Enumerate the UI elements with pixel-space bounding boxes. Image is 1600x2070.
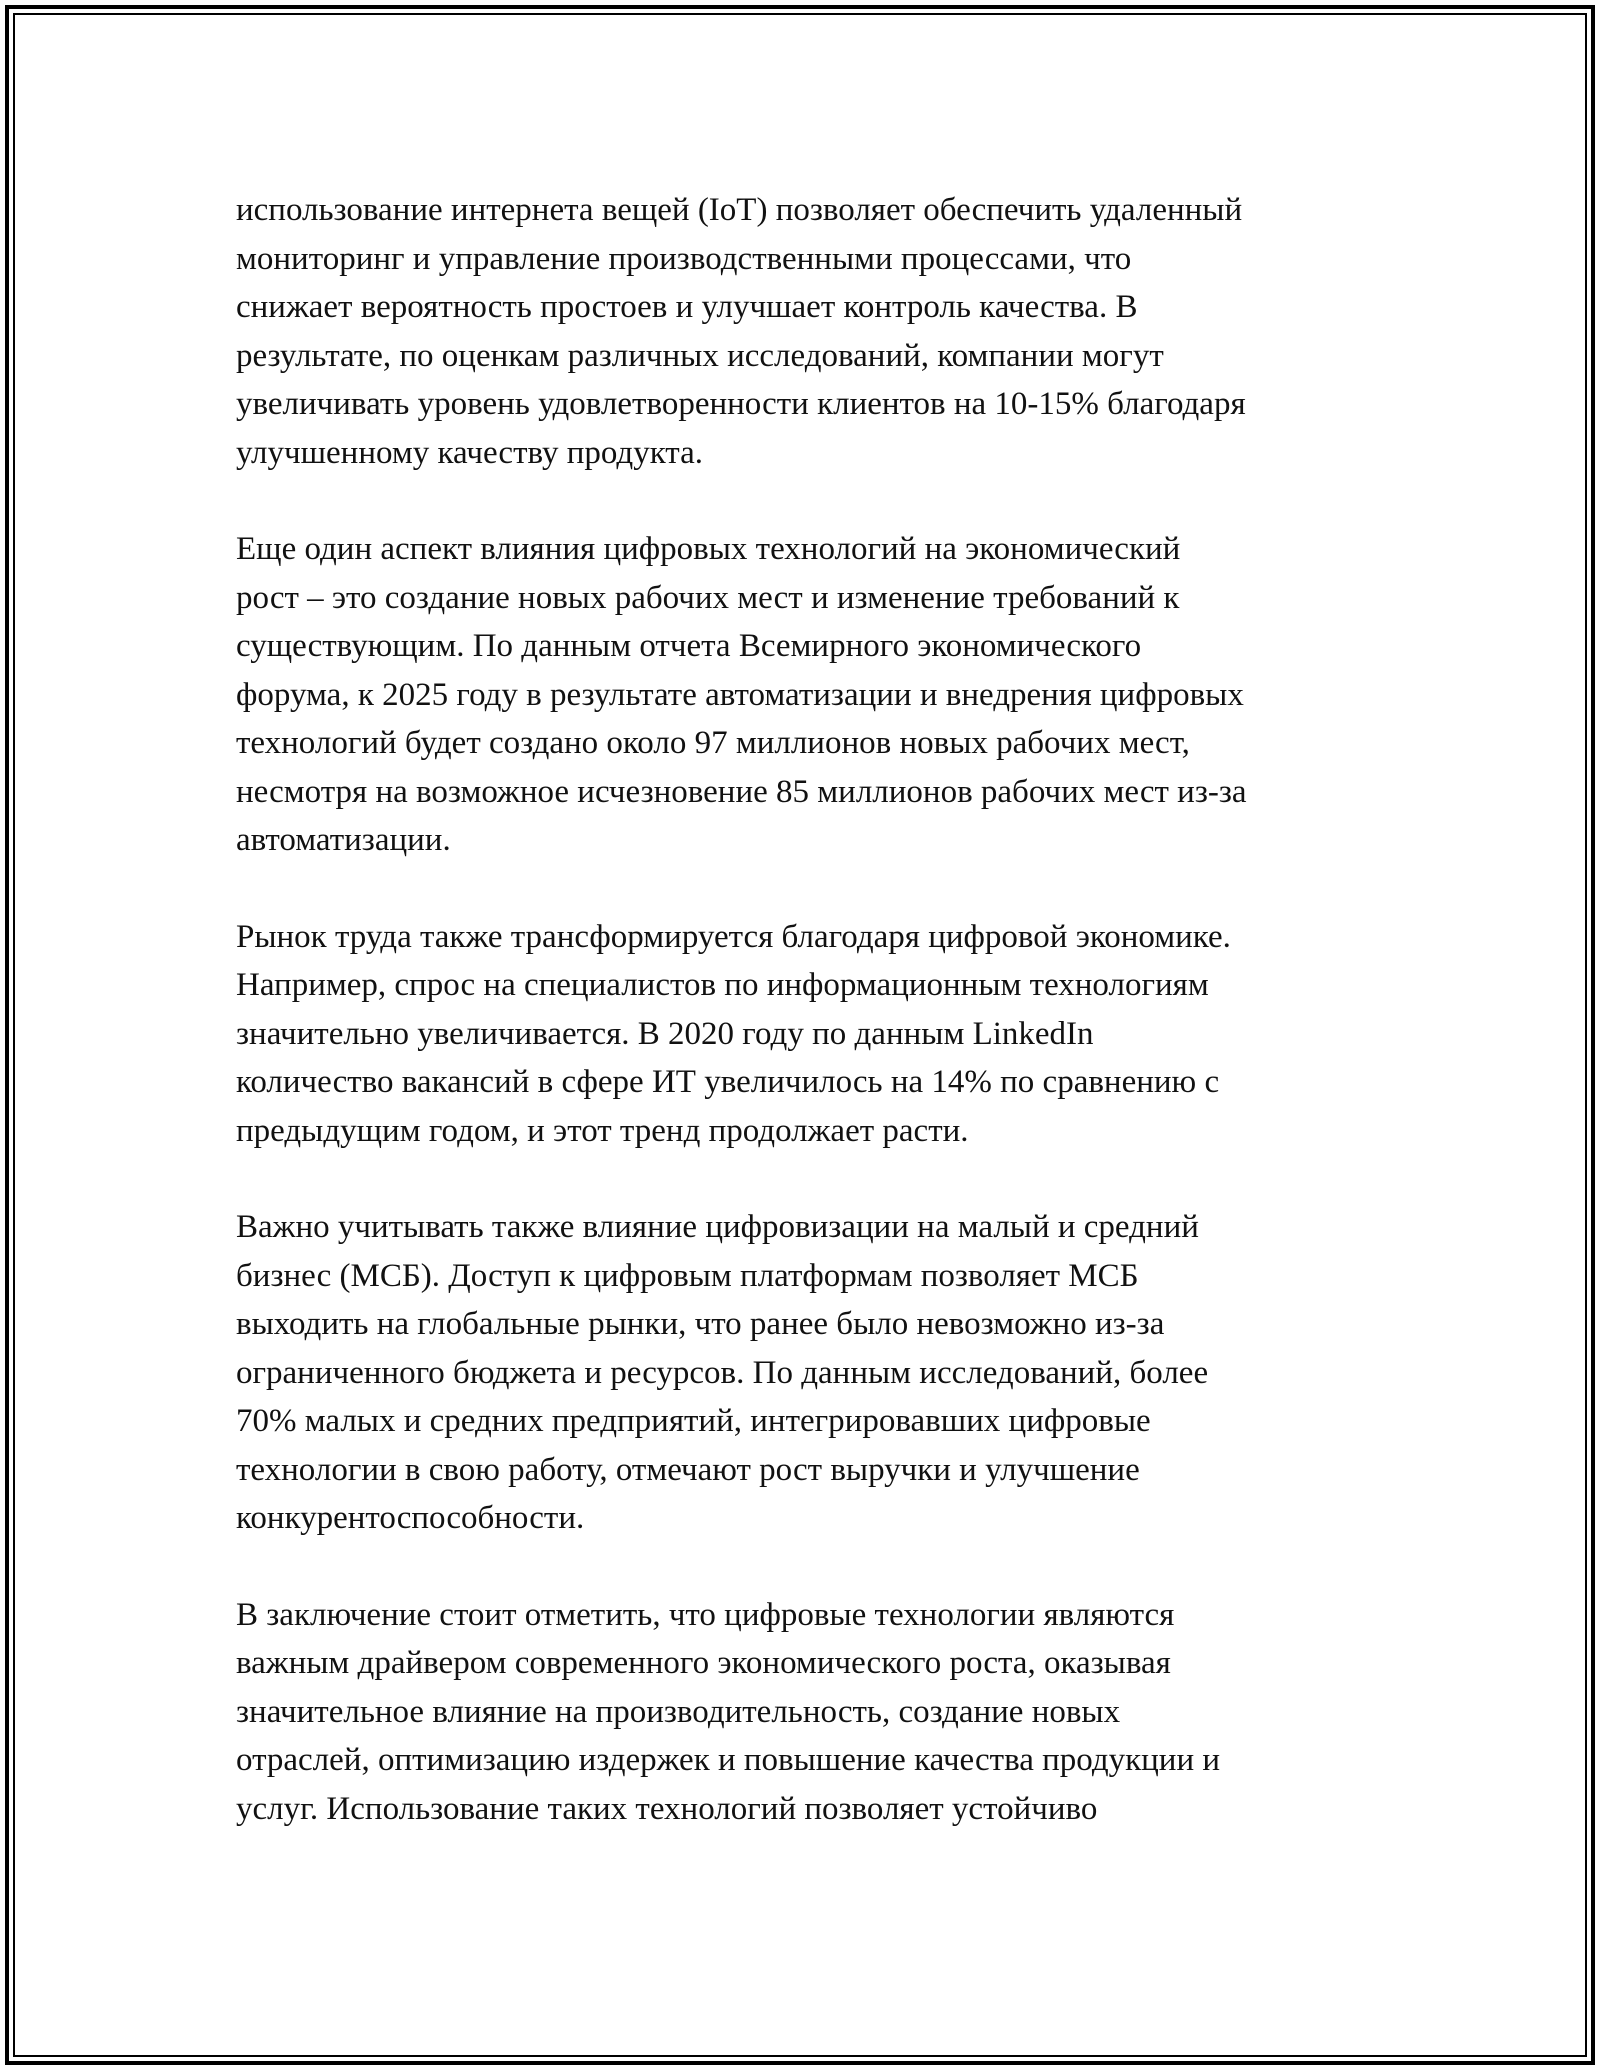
text-line: значительное влияние на производительность, создание новых xyxy=(236,1693,1121,1730)
text-line: Важно учитывать также влияние цифровизации на малый и средний xyxy=(236,1209,1199,1245)
text-line: несмотря на возможное исчезновение 85 миллионов рабочих мест из-за xyxy=(236,773,1247,810)
text-line: рост – это создание новых рабочих мест и изменение требований к xyxy=(236,579,1180,616)
text-line: ограниченного бюджета и ресурсов. По данным исследований, более xyxy=(236,1354,1209,1391)
text-line: улучшенному качеству продукта. xyxy=(236,434,704,471)
text-line: бизнес (МСБ). Доступ к цифровым платформам позволяет МСБ xyxy=(236,1257,1139,1294)
text-line: Например, спрос на специалистов по информационным технологиям xyxy=(236,967,1209,1003)
text-line: важным драйвером современного экономического роста, оказывая xyxy=(236,1645,1171,1681)
text-line: использование интернета вещей (IoT) позволяет обеспечить удаленный xyxy=(236,192,1243,228)
paragraph-conclusion xyxy=(236,1591,1376,1834)
text-line: технологий будет создано около 97 миллионов новых рабочих мест, xyxy=(236,725,1190,761)
text-line: форума, к 2025 году в результате автоматизации и внедрения цифровых xyxy=(236,676,1244,713)
document-body xyxy=(236,186,1376,1881)
text-line: существующим. По данным отчета Всемирного экономического xyxy=(236,628,1142,664)
text-line: снижает вероятность простоев и улучшает контроль качества. В xyxy=(236,289,1138,325)
text-line: предыдущим годом, и этот тренд продолжает расти. xyxy=(236,1112,969,1149)
text-line: выходить на глобальные рынки, что ранее было невозможно из-за xyxy=(236,1306,1165,1342)
text-line: увеличивать уровень удовлетворенности клиентов на 10-15% благодаря xyxy=(236,386,1246,422)
text-line: 70% малых и средних предприятий, интегрировавших цифровые xyxy=(236,1403,1151,1439)
paragraph-labor-market xyxy=(236,913,1376,1156)
text-line: автоматизации. xyxy=(236,822,451,858)
text-line: технологии в свою работу, отмечают рост выручки и улучшение xyxy=(236,1451,1140,1488)
text-line: мониторинг и управление производственными процессами, что xyxy=(236,240,1132,277)
paragraph-jobs xyxy=(236,525,1376,865)
text-line: конкурентоспособности. xyxy=(236,1500,585,1536)
text-line: услуг. Использование таких технологий позволяет устойчиво xyxy=(236,1790,1098,1827)
text-line: результате, по оценкам различных исследований, компании могут xyxy=(236,337,1164,374)
paragraph-iot xyxy=(236,186,1376,477)
text-line: Еще один аспект влияния цифровых технологий на экономический xyxy=(236,531,1181,567)
text-line: значительно увеличивается. В 2020 году по данным LinkedIn xyxy=(236,1015,1094,1052)
text-line: отраслей, оптимизацию издержек и повышение качества продукции и xyxy=(236,1742,1221,1778)
text-line: В заключение стоит отметить, что цифровые технологии являются xyxy=(236,1596,1175,1633)
text-line: Рынок труда также трансформируется благодаря цифровой экономике. xyxy=(236,918,1231,955)
paragraph-smb xyxy=(236,1203,1376,1543)
text-line: количество вакансий в сфере ИТ увеличилось на 14% по сравнению с xyxy=(236,1064,1220,1100)
